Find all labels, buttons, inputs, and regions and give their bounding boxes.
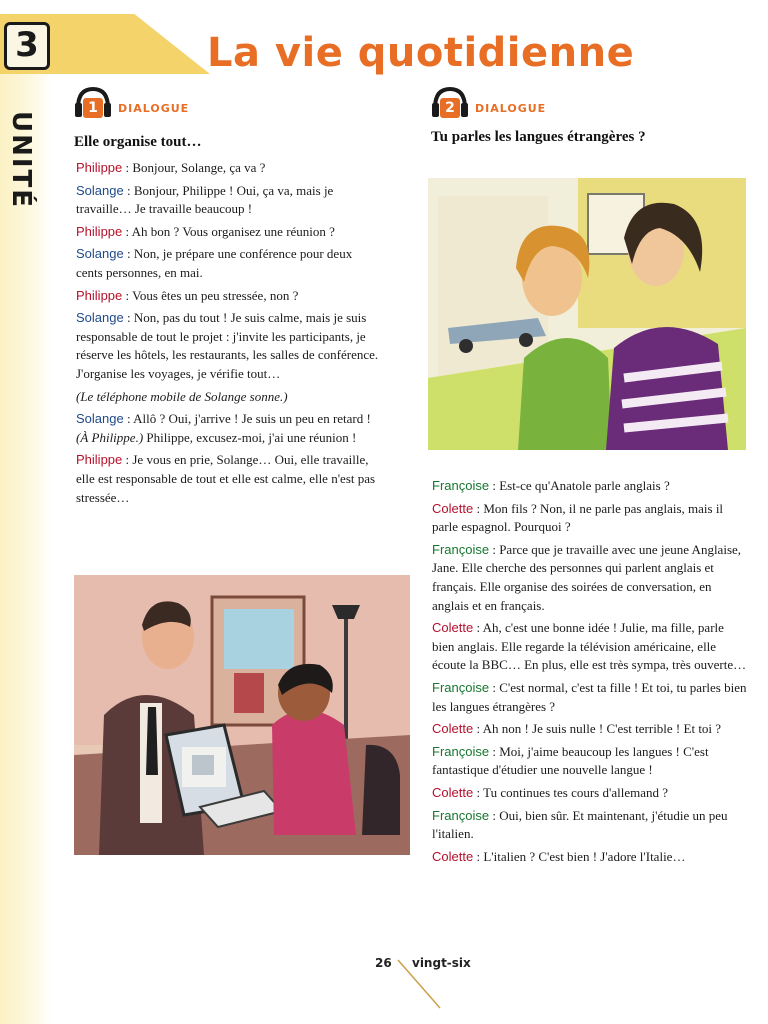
speaker-name: Françoise: [432, 541, 490, 557]
page-title: La vie quotidienne: [207, 30, 635, 76]
unit-number: 3: [4, 22, 50, 70]
line-text: : Tu continues tes cours d'allemand ?: [473, 784, 668, 800]
speaker-name: Colette: [432, 784, 474, 800]
dialogue-line: [76, 410, 382, 447]
street-illustration: [428, 178, 746, 450]
speaker-name: Colette: [432, 500, 474, 516]
speaker-name: Françoise: [432, 679, 490, 695]
dialogue-line: [76, 245, 382, 282]
line-text: : Mon fils ? Non, il ne parle pas anglais, mais il parle espagnol. Pourquoi ?: [432, 500, 724, 535]
unit-label: UNITÉ: [6, 110, 36, 210]
dialogue-line: [76, 309, 382, 383]
dialogue-2-title: Tu parles les langues étrangères ?: [431, 129, 646, 145]
dialogue-2-text: [432, 477, 748, 870]
dialogue-line: [432, 477, 748, 496]
dialogue-line: [432, 619, 748, 675]
line-text: : Allô ? Oui, j'arrive ! Je suis un peu en retard !: [123, 411, 371, 427]
dialogue-line: [76, 223, 382, 242]
dialogue-line: [432, 720, 748, 739]
office-scene-image: [74, 575, 410, 855]
dialogue-line: [76, 159, 382, 178]
dialogue-1-title: Elle organise tout…: [74, 134, 202, 150]
line-text: : Vous êtes un peu stressée, non ?: [122, 287, 299, 303]
line-text: : Moi, j'aime beaucoup les langues ! C'est fantastique d'étudier une nouvelle langue !: [432, 743, 709, 778]
dialogue-label: DIALOGUE: [475, 102, 547, 115]
speaker-name: Philippe: [76, 223, 123, 239]
dialogue-line: [76, 182, 382, 219]
line-text: : Ah, c'est une bonne idée ! Julie, ma fille, parle bien anglais. Elle regarde la télévision américaine, elle écoute la BBC… En plus, elle est très sympa, très ouverte…: [432, 620, 747, 673]
speaker-name: Philippe: [76, 287, 123, 303]
speaker-name: Françoise: [432, 807, 490, 823]
speaker-name: Solange: [76, 246, 124, 262]
line-text: : Parce que je travaille avec une jeune Anglaise, Jane. Elle cherche des personnes qui parlent anglais et français. Elle organise des soirées de conversation, en anglais et en français.: [432, 541, 742, 613]
speaker-name: Philippe: [76, 160, 123, 175]
dialogue-line: [76, 287, 382, 306]
dialogue-line: [76, 451, 382, 507]
line-text: : Non, pas du tout ! Je suis calme, mais je suis responsable de tout le projet : j'invite les participants, je réserve les hôtels, les restaurants, les salles de conférence. J'organise les voyages, je vérifie tout…: [76, 310, 379, 381]
stage-direction: (Le téléphone mobile de Solange sonne.): [76, 388, 288, 404]
speaker-name: Colette: [432, 721, 474, 737]
line-text: : Bonjour, Solange, ça va ?: [122, 160, 266, 175]
office-illustration: [74, 575, 410, 855]
line-text: : Ah bon ? Vous organisez une réunion ?: [122, 223, 335, 239]
speaker-name: Philippe: [76, 452, 123, 468]
page-number: 26: [375, 956, 392, 970]
two-women-image: [428, 178, 746, 450]
dialogue-1-text: [76, 159, 382, 511]
line-text: : C'est normal, c'est ta fille ! Et toi, tu parles bien les langues étrangères ?: [432, 679, 747, 714]
speaker-name: Françoise: [432, 478, 490, 493]
line-text: : Non, je prépare une conférence pour deux cents personnes, en mai.: [76, 246, 353, 280]
speaker-name: Françoise: [432, 743, 490, 759]
dialogue-line: [432, 541, 748, 615]
speaker-name: Solange: [76, 411, 124, 427]
line-text: : Bonjour, Philippe ! Oui, ça va, mais je travaille… Je travaille beaucoup !: [76, 182, 334, 217]
dialogue-line: [432, 743, 748, 780]
speaker-name: Colette: [432, 848, 474, 864]
line-text: : L'italien ? C'est bien ! J'adore l'Italie…: [473, 848, 686, 864]
speaker-name: Colette: [432, 620, 474, 636]
aside-direction: (À Philippe.): [76, 429, 144, 445]
line-text: : Je vous en prie, Solange… Oui, elle travaille, elle est responsable de tout et elle est calme, elle n'est pas stressée…: [76, 452, 376, 505]
dialogue-number: 2: [440, 98, 460, 118]
dialogue-line: [432, 807, 748, 844]
dialogue-line: [432, 848, 748, 867]
page-number-word: vingt-six: [412, 956, 471, 970]
line-text: : Ah non ! Je suis nulle ! C'est terrible ! Et toi ?: [473, 721, 722, 737]
dialogue-number: 1: [83, 98, 103, 118]
dialogue-line: [432, 500, 748, 537]
dialogue-label: DIALOGUE: [118, 102, 190, 115]
dialogue-1-header: [74, 86, 274, 120]
line-text: : Oui, bien sûr. Et maintenant, j'étudie un peu l'italien.: [432, 807, 728, 842]
speaker-name: Solange: [76, 182, 124, 198]
speaker-name: Solange: [76, 310, 124, 326]
dialogue-line: [432, 784, 748, 803]
line-text: : Est-ce qu'Anatole parle anglais ?: [489, 478, 670, 493]
dialogue-line: [432, 679, 748, 716]
line-text: Philippe, excusez-moi, j'ai une réunion !: [143, 429, 357, 445]
dialogue-2-header: [431, 86, 631, 120]
